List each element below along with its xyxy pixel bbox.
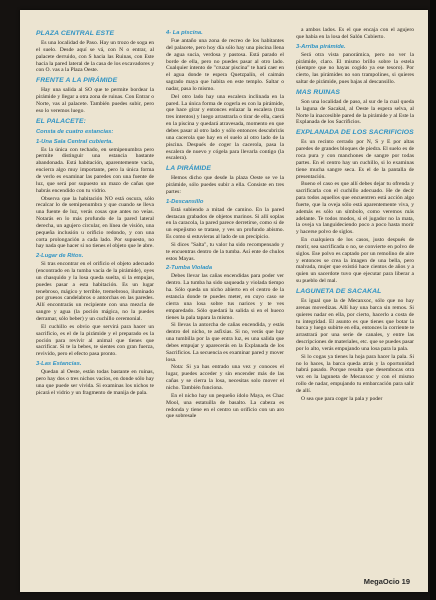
section-heading: LAGUNETA DE SACAKAL — [296, 288, 382, 295]
body-paragraph: Bueno el caso es que allí debes dejar tu ofrenda y sacrificarla con el cuchillo adecuado. He de decir para todos aquellos que encuentren está acción algo fuerte, que la oveja sólo está aparentemente viva, y además es sólo un símbolo, como veremos más adelante. Te todos modos, si el jugador no la mata, la oveja va languideciendo poco a poco hasta morir y hacerse polvo de siglos. — [296, 181, 414, 236]
body-paragraph: Nota: Si ya has entrado una vez y conoces el lugar, puedes acceder y sin encender más de las cañas y se cierra la losa, necesitas solo mover el nicho. También funciona. — [166, 364, 284, 391]
body-paragraph: Hay una salida al SO que te permite bordear la pirámide y llegar a otra zona de ruinas. Con Entrar o Norte, vas al palacete. También puedes subir, pero eso lo veremos luego. — [36, 87, 154, 114]
subsection-heading: 3-Las Estancias. — [36, 361, 82, 368]
body-paragraph: Debes llevar las cañas encendidas para poder ver dentro. La tumba ha sido saqueada y violada tiempo ha. Sólo queda un nicho abierto en el centro de la estancia donde te puedes meter, en cuyo caso se cierra una losa sobre tus narices y te ves emparedado. Sólo quedará la salida si en el hueco tienes la pala tapara la mismo. — [166, 273, 284, 321]
body-paragraph: Es la única con techado, en semipenumbra pero permite distinguir una estancia bastante abandonada. Está habitación, aparentemente vacía, encierra algo muy importante, pero la única forma de verlo es examinar las paredes con una fuente de luz, que será por supuesto un mazo de cañas que habrás encendido con tu vidrio. — [36, 146, 154, 194]
body-paragraph: Si lo cogas ya tienes la hoja para hacer la pala. Si no lo haces, la barca queda atrás y la oportunidad habrá pasado. Porque resulta que desembocas otra vez en la laguneta de Mecanxoc y con el mismo rollo de nadar, empujando tu embarcación para salir de allí. — [296, 353, 414, 394]
column-middle — [166, 27, 284, 421]
page-footer: MegaOcio 19 — [363, 577, 410, 586]
subsection-heading: 1-Una Sala Central cubierta. — [36, 138, 113, 145]
section-heading: PLAZA CENTRAL ESTE — [36, 30, 115, 37]
subsection-heading: 1-Descansillo — [166, 198, 204, 205]
body-paragraph: Observa que la habitación NO está oscura, sólo recalcar lo de semipenumbra y que cuando se lleva una fuente de luz, verás cosas que antes no veías. Notarás en lo más profundo de la pared lateral derecha, un agujero circular, en línea de visión, una pequeña inclusión u orificio redondo, y con una corta prolongación a cada lado. Por supuesto, no hay nada que hacer si no tienes el objeto que le abre. — [36, 195, 154, 250]
body-paragraph: En cualquiera de los casos, justo después de morir, sea sacrificada o no, se convierte en polvo de siglos. Ese polvo es captado por un remolino de aire y entonces se crea la imagen de una bella, pero malvada, mujer que existió hace cientos de años y a quien un sacerdote tuvo que ejecutar para liberar a su pueblo del mal. — [296, 237, 414, 285]
section-heading: LA PIRÁMIDE — [166, 165, 212, 173]
body-paragraph: Es una localidad de Paso. Hay un trozo de soga en el suelo. Desde aquí se vá, con N o entrar, al palacete derruido, con S hacia las Ruinas, con Este hacia la pared lateral de la casa de los excavadores y con O. vas a la Plaza Oeste. — [36, 40, 154, 74]
subsection-heading: Consta de cuatro estancias: — [36, 128, 114, 135]
body-paragraph: Será otra vista panorámica, pero no ver la pirámide, claro. El mismo brillo sobre la estela (siempre que no hayas cogido ya ese tesoro). Por cierto, las pirámides no son trampolines, si quieres saltar de pirámide, pues bajas al descansillo. — [296, 51, 414, 86]
body-paragraph: Es igual que la de Mecanxoc, sólo que no hay arenas movedizas. Allí hay una barca sin remos. Si quieres nadar en ella, por cierto, hacerlo a costa de tu integridad. El asunto es que tienes que botar la barca y luego subirte en ella, entonces la corriente te arrastrará por una serie de canales, y entre las descripciones de materiales, etc. que se puedes pasar por lo alto, verás empujando una losa para la pala. — [296, 298, 414, 352]
body-paragraph: O sea que para coger la pala y poder — [301, 395, 383, 402]
section-heading: EL PALACETE: — [36, 117, 87, 125]
body-paragraph: Hemos dicho que desde la plaza Oeste se ve la pirámide, sólo puedes subir a ella. Consiste en tres partes: — [166, 175, 284, 195]
body-paragraph: En el nicho hay un pequeño ídolo Maya, es Chac Mool, una estatuilla de basalto. La cabeza es redonda y tiene en el centro un orificio con un aro que sobresale — [166, 392, 284, 420]
body-paragraph: El cuchillo es obvio que servirá para hacer un sacrificio, es el de la pirámide y el preparado es la poción para revivir al animal que tienes que sacrificar. Si te la bebes, te sientes con gran fuerza, revivido, pero el efecto pasa pronto. — [36, 323, 154, 358]
section-heading: EXPLANADA DE LOS SACRIFICIOS — [296, 129, 414, 137]
column-left — [36, 27, 154, 397]
subsection-heading: 2-Lugar de Ritos. — [36, 253, 84, 260]
body-paragraph: Del otro lado hay una escalera inclinada en la pared. La única forma de cogerla es con la pirámide, que hace girar y entonces enlazar la escalera (tras tres intentos) y luego arrastrarla o tirar de ella, caerá en la piscina y quedará atravesada, momento en que debes pasar al otro lado y sólo entonces descubrirás una cacerola que hay en el suelo al otro lado de la piscina. Después de coger la cacerola, pasa la escalera de nuevo y cógela para llevarla contigo (la escalera). — [166, 93, 284, 162]
subsection-heading: 2-Tumba Violada — [166, 265, 213, 272]
body-paragraph: Si dices "Salta", tu valor ha sido recompensado y te encuentras dentro de la tumba. Así ente de chulos estos Mayas. — [166, 241, 284, 262]
body-paragraph: Es un recinto cerrado por N, S y E por altas paredes de grandes bloques de piedra. El suelo es de roca pura y con manchones de sangre por todas partes. En el centro hay un cuchillo, si lo examinas tiene mucha sangre seca. Es el de la pantalla de presentación. — [296, 139, 414, 180]
body-paragraph: a ambos lados. Es el que encaja con el agujero que había en la losa del Salón Cubierto. — [296, 27, 414, 40]
body-paragraph: Si llevas la antorcha de cañas encendida, y estás dentro del nicho, te asfixias. Si no, verás que hay una tumbilla por la que entra luz, es una salida que debes empujar y aparecerás en la Explanada de los Sacrificios. La secuencia es examinar pared y mover losa. — [166, 322, 284, 363]
column-right — [296, 27, 414, 404]
body-paragraph: Está subiendo a mitad de camino. En la pared destacan grabados de objetos marinos. Si allí soplas en la caracola, la pared parece derretirse, como si de un espejismo se tratase, y ves un profundo abismo. Es como si estuvieras al lado de un precipicio. — [166, 206, 284, 241]
body-paragraph: Fue antaño una zona de recreo de los habitantes del palacete, pero hoy día sólo hay una piscina llena de agua sucia, verdosa y pastosa. Está parado el borde de ella, pero no puedes pasar al otro lado. Cualquier intento de "cruzar piscina" te hará caer en el agua donde te espera Quetzpalín, el caimán sagrado maya que habita en este templo. Saltar o nadar, pasa lo mismo. — [166, 38, 284, 92]
page-binding-edge — [430, 0, 436, 600]
body-paragraph: Quedan al Oeste, están todas bastante en ruinas, pero hay dos o tres nichos vacíos, en donde sólo hay una que puede ser vivida. Si examinas los nichos te picará el vidrio y un fragmento de manija de pala. — [36, 369, 154, 396]
magazine-page — [20, 10, 428, 592]
body-paragraph: Son una localidad de paso, al sur de la cual queda la laguna de Sacakal, al Oeste la espera selva, al Norte la inaccesible pared de la pirámide y al Este la Explanada de los Sacrificios. — [296, 98, 414, 126]
subsection-heading: 3-Arriba pirámide. — [296, 43, 346, 50]
body-paragraph: Si tras encontrar en el orificio el objeto adecuado (encontrado en la tumba vacía de la pirámide), oyes un chasquido y la losa queda suelta, si la empujas, puedes pasar a esta habitación. Es un lugar tenebroso, mágico y terrible, tremebroso, iluminado por gruesos candelabros o antorchas en las paredes. Allí encontrarás un recipiente con una mezcla de sangre y agua (la poción mágica, no la puedes derramar, sólo beber) y un cuchillo ceremonial. — [36, 261, 154, 322]
subsection-heading: 4- La piscina. — [166, 30, 203, 36]
section-heading: MAS RUINAS — [296, 88, 341, 96]
section-heading: FRENTE A LA PIRÁMIDE — [36, 77, 118, 85]
